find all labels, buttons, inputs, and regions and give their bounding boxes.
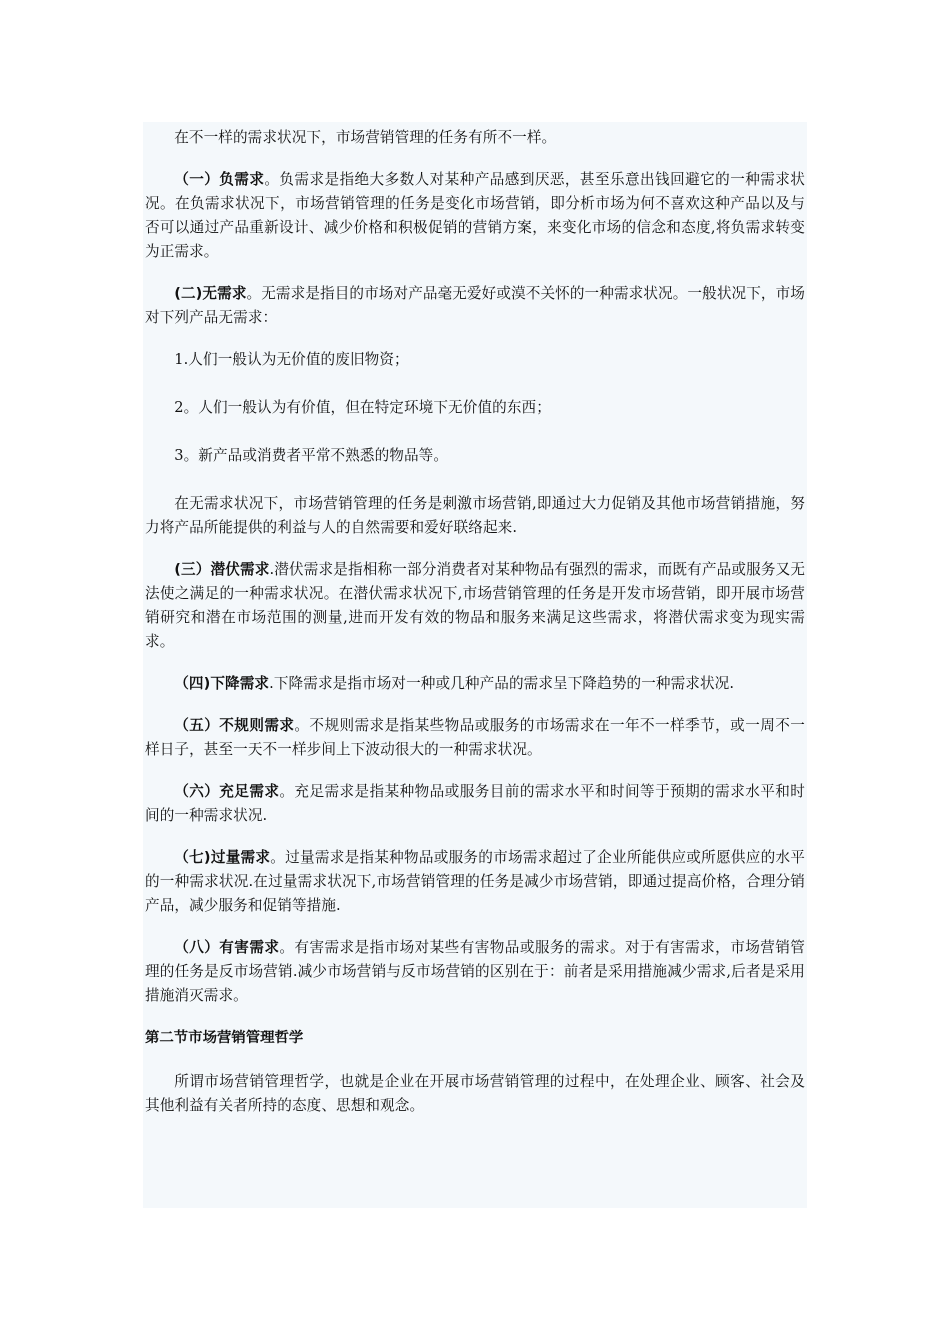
intro-paragraph: 在不一样的需求状况下，市场营销管理的任务有所不一样。	[174, 129, 557, 146]
harmful-demand-text: 。有害需求是指市场对某些有害物品或服务的需求。对于有害需求，市场营销管理的任务是反市场营销.减少市场营销与反市场营销的区别在于：前者是采用措施减少需求,后者是采用措施消灭需求。	[145, 939, 805, 1004]
no-demand-label: (二)无需求	[174, 285, 247, 302]
negative-demand-text: 。负需求是指绝大多数人对某种产品感到厌恶，甚至乐意出钱回避它的一种需求状况。在负需求状况下，市场营销管理的任务是变化市场营销，即分析市场为何不喜欢这种产品以及与否可以通过产品重新设计、减少价格和积极促销的营销方案，来变化市场的信念和态度,将负需求转变为正需求。	[145, 171, 805, 260]
declining-demand-paragraph	[145, 672, 805, 696]
document-body	[143, 122, 807, 1208]
no-demand-task-paragraph: 在无需求状况下，市场营销管理的任务是刺激市场营销,即通过大力促销及其他市场营销措施，努力将产品所能提供的利益与人的自然需要和爱好联络起来.	[145, 495, 805, 536]
overfull-demand-paragraph	[145, 846, 805, 918]
irregular-demand-paragraph	[145, 714, 805, 762]
harmful-demand-paragraph	[145, 936, 805, 1008]
full-demand-text: 。充足需求是指某种物品或服务目前的需求水平和时间等于预期的需求水平和时间的一种需求状况.	[145, 783, 805, 824]
list-item: 3。新产品或消费者平常不熟悉的物品等。	[174, 447, 449, 464]
irregular-demand-text: 。不规则需求是指某些物品或服务的市场需求在一年不一样季节，或一周不一样日子，甚至一天不一样步间上下波动很大的一种需求状况。	[145, 717, 805, 758]
no-demand-text: 。无需求是指目的市场对产品毫无爱好或漠不关怀的一种需求状况。一般状况下，市场对下列产品无需求：	[145, 285, 805, 326]
no-demand-paragraph	[145, 282, 805, 330]
latent-demand-paragraph	[145, 558, 805, 654]
full-demand-paragraph	[145, 780, 805, 828]
list-item: 2。人们一般认为有价值，但在特定环境下无价值的东西；	[174, 399, 551, 416]
list-item: 1.人们一般认为无价值的废旧物资；	[174, 351, 409, 368]
latent-demand-label: (三）潜伏需求	[174, 561, 270, 578]
closing-paragraph: 所谓市场营销管理哲学，也就是企业在开展市场营销管理的过程中，在处理企业、顾客、社会及其他利益有关者所持的态度、思想和观念。	[145, 1073, 805, 1114]
overfull-demand-label: （七)过量需求	[174, 849, 271, 866]
harmful-demand-label: （八）有害需求	[174, 939, 280, 956]
irregular-demand-label: （五）不规则需求	[174, 717, 295, 734]
declining-demand-label: （四)下降需求	[174, 675, 270, 692]
latent-demand-text: .潜伏需求是指相称一部分消费者对某种物品有强烈的需求，而既有产品或服务又无法使之满足的一种需求状况。在潜伏需求状况下,市场营销管理的任务是开发市场营销，即开展市场营销研究和潜在市场范围的测量,进而开发有效的物品和服务来满足这些需求，将潜伏需求变为现实需求。	[145, 561, 806, 650]
declining-demand-text: .下降需求是指市场对一种或几种产品的需求呈下降趋势的一种需求状况.	[269, 675, 735, 692]
section-heading: 第二节市场营销管理哲学	[145, 1030, 304, 1046]
overfull-demand-text: 。过量需求是指某种物品或服务的市场需求超过了企业所能供应或所愿供应的水平的一种需求状况.在过量需求状况下,市场营销管理的任务是减少市场营销，即通过提高价格，合理分销产品，减少服务和促销等措施.	[145, 849, 806, 914]
negative-demand-label: （一）负需求	[174, 171, 265, 188]
full-demand-label: （六）充足需求	[174, 783, 280, 800]
negative-demand-paragraph	[145, 168, 805, 264]
